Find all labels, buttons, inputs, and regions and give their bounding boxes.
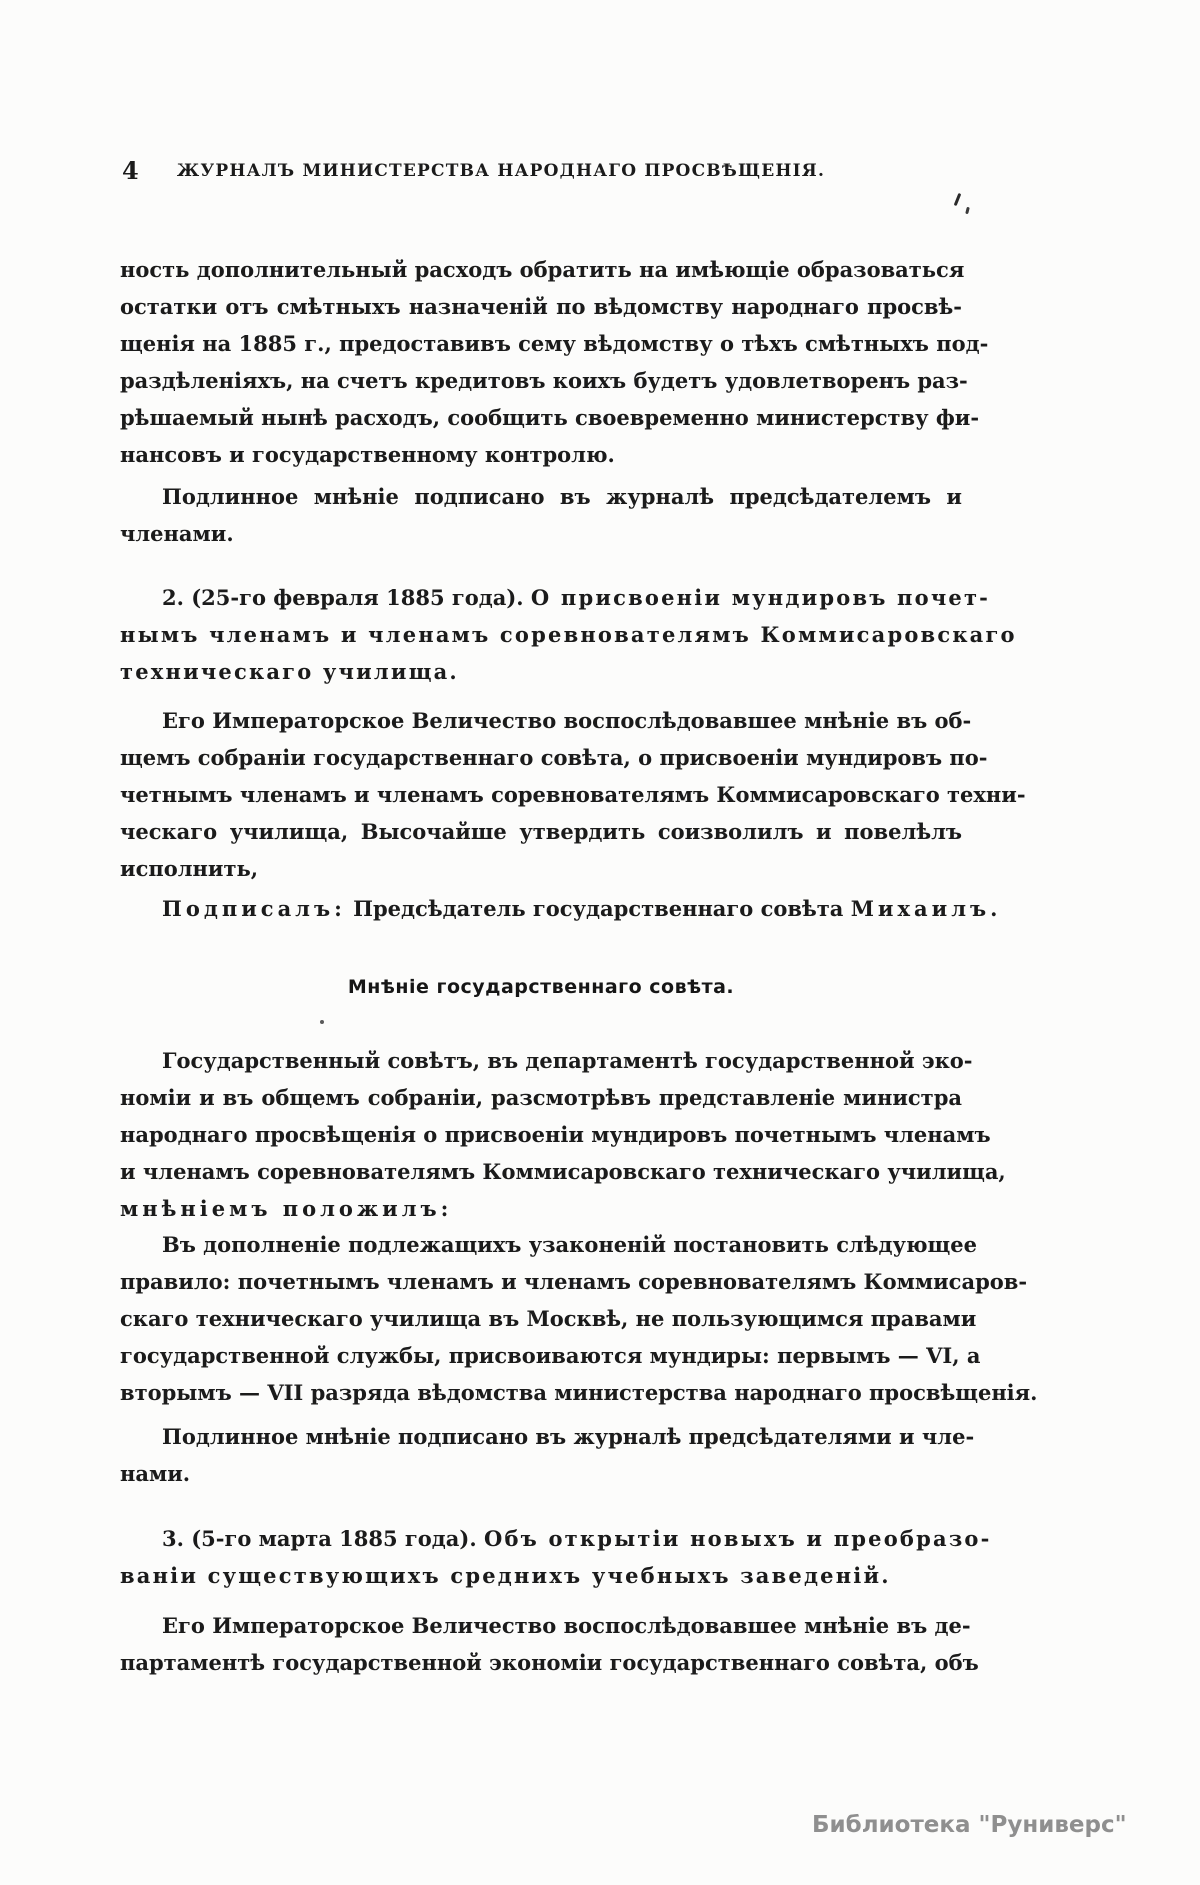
text-line: правило: почетнымъ членамъ и членамъ соревнователямъ Коммисаров- <box>120 1269 1028 1294</box>
signature-line <box>120 890 1002 927</box>
paragraph-state-council <box>120 1042 1006 1190</box>
text-line: Въ дополненіе подлежащихъ узаконеній постановить слѣдующее <box>162 1232 977 1257</box>
paragraph-rule <box>120 1226 1038 1411</box>
section-3-date: 3. (5-го марта 1885 года). <box>162 1526 477 1551</box>
text-line: нами. <box>120 1461 191 1486</box>
opinion-resolved-line: мнѣніемъ положилъ: <box>120 1196 453 1221</box>
paragraph-signature <box>120 890 1002 927</box>
text-line: и членамъ соревнователямъ Коммисаровскаго техническаго училища, <box>120 1159 1006 1184</box>
section-3-heading-line-1 <box>120 1520 992 1557</box>
opinion-heading: Мнѣніе государственнаго совѣта. <box>347 976 735 998</box>
text-line: ность дополнительный расходъ обратить на имѣющіе образоваться <box>120 257 965 282</box>
paragraph-state-council-tail <box>120 1190 962 1227</box>
paragraph-signed-note-1 <box>120 478 962 552</box>
text-line: рѣшаемый нынѣ расходъ, сообщить своевременно министерству фи- <box>120 405 980 430</box>
ink-speck <box>965 207 970 215</box>
text-line: Подлинное мнѣніе подписано въ журналѣ предсѣдателемъ и <box>162 484 962 509</box>
text-line: Его Императорское Величество воспослѣдовавшее мнѣніе въ об- <box>162 708 972 733</box>
section-2-title-part-3: техническаго училища. <box>120 659 459 684</box>
paragraph-imperial-approval-2 <box>120 1607 979 1681</box>
text-line: щенія на 1885 г., предоставивъ сему вѣдомству о тѣхъ смѣтныхъ под- <box>120 331 989 356</box>
text-line: остатки отъ смѣтныхъ назначеній по вѣдомству народнаго просвѣ- <box>120 294 962 319</box>
paragraph-signed-note-2 <box>120 1418 975 1492</box>
section-3-heading <box>120 1520 992 1594</box>
text-line: Государственный совѣтъ, въ департаментѣ государственной эко- <box>162 1048 973 1073</box>
text-line: нансовъ и государственному контролю. <box>120 442 615 467</box>
text-line: щемъ собраніи государственнаго совѣта, о присвоеніи мундировъ по- <box>120 745 988 770</box>
signature-title: Предсѣдатель государственнаго совѣта <box>353 896 844 921</box>
text-line: народнаго просвѣщенія о присвоеніи мундировъ почетнымъ членамъ <box>120 1122 991 1147</box>
text-line: Подлинное мнѣніе подписано въ журналѣ предсѣдателями и чле- <box>162 1424 975 1449</box>
paragraph-continuation <box>120 251 989 473</box>
library-watermark: Библиотека "Руниверс" <box>812 1812 1127 1838</box>
section-3-title-part-1: Объ открытіи новыхъ и преобразо- <box>483 1526 992 1551</box>
signature-word: Подписалъ: <box>162 896 346 921</box>
section-2-title-part-2: нымъ членамъ и членамъ соревнователямъ Коммисаровскаго <box>120 622 1017 647</box>
text-line: четнымъ членамъ и членамъ соревнователямъ Коммисаровскаго техни- <box>120 782 1026 807</box>
running-title: ЖУРНАЛЪ МИНИСТЕРСТВА НАРОДНАГО ПРОСВѢЩЕНІЯ. <box>176 161 826 181</box>
text-line: номіи и въ общемъ собраніи, разсмотрѣвъ представленіе министра <box>120 1085 962 1110</box>
page-number: 4 <box>122 156 139 185</box>
section-2-date: 2. (25-го февраля 1885 года). <box>162 585 524 610</box>
text-line: ческаго училища, Высочайше утвердить соизволилъ и повелѣлъ <box>120 819 962 844</box>
section-2-heading <box>120 579 1017 690</box>
text-line: государственной службы, присвоиваются мундиры: первымъ — VI, а <box>120 1343 981 1368</box>
text-line: скаго техническаго училища въ Москвѣ, не пользующимся правами <box>120 1306 977 1331</box>
text-line: вторымъ — VII разряда вѣдомства министерства народнаго просвѣщенія. <box>120 1380 1038 1405</box>
text-line: Его Императорское Величество воспослѣдовавшее мнѣніе въ де- <box>162 1613 971 1638</box>
section-3-title-part-2: ваніи существующихъ среднихъ учебныхъ заведеній. <box>120 1563 891 1588</box>
signature-name: Михаилъ. <box>850 896 1002 921</box>
section-2-heading-line-1 <box>120 579 991 616</box>
text-line: партаментѣ государственной экономіи государственнаго совѣта, объ <box>120 1650 979 1675</box>
text-line: членами. <box>120 521 234 546</box>
text-line: раздѣленіяхъ, на счетъ кредитовъ коихъ будетъ удовлетворенъ раз- <box>120 368 968 393</box>
running-head <box>120 156 962 186</box>
paragraph-imperial-approval-1 <box>120 702 1026 887</box>
text-line: исполнить, <box>120 856 259 881</box>
section-2-title-part-1: О присвоеніи мундировъ почет- <box>530 585 991 610</box>
